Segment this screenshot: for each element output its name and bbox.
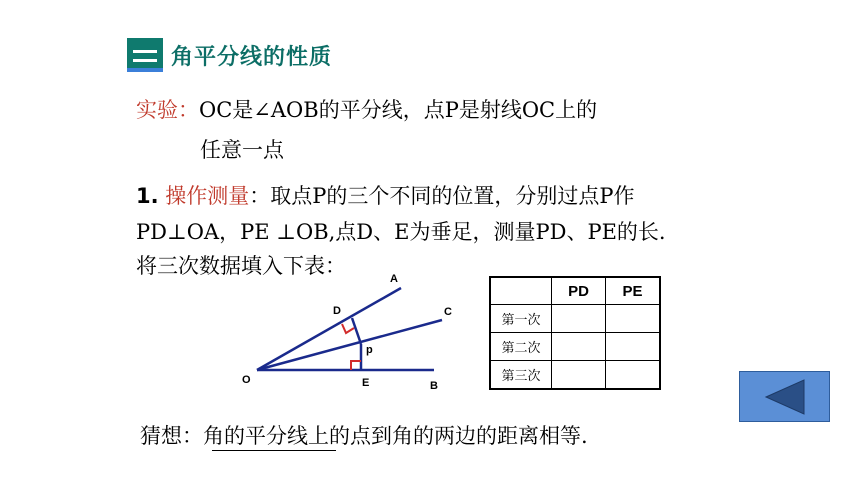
label-o: O: [242, 374, 251, 386]
table-cell: 第二次: [490, 333, 552, 361]
table-cell[interactable]: [606, 333, 661, 361]
label-p: p: [366, 344, 373, 356]
step1-text-1: ：取点P的三个不同的位置，分别过点P作: [249, 184, 635, 208]
table-header-row: [490, 277, 660, 305]
page-title: 角平分线的性质: [171, 45, 333, 70]
step1-text-3: 将三次数据填入下表：: [136, 254, 346, 278]
step1-line-1: [136, 180, 635, 210]
label-e: E: [362, 377, 370, 389]
table-cell: 第一次: [490, 305, 552, 333]
step1-label: 操作测量: [165, 184, 250, 208]
right-angle-mark-d: [342, 324, 354, 333]
table-cell[interactable]: [552, 333, 606, 361]
conjecture-label: 猜想：: [140, 424, 203, 448]
ray-oc: [257, 320, 442, 370]
table-cell[interactable]: [606, 361, 661, 390]
table-cell[interactable]: [552, 361, 606, 390]
conjecture-line: [140, 420, 588, 450]
left-triangle-icon: [740, 372, 831, 423]
table-cell[interactable]: [552, 305, 606, 333]
label-d: D: [333, 305, 341, 317]
measurement-table: [489, 276, 661, 390]
label-a: A: [390, 273, 398, 285]
segment-pd: [352, 318, 361, 344]
experiment-label: 实验：: [136, 98, 199, 122]
back-button[interactable]: [739, 371, 830, 422]
table-row: [490, 333, 660, 361]
experiment-text-1: OC是∠AOB的平分线，点P是射线OC上的: [199, 98, 598, 122]
table-cell: 第三次: [490, 361, 552, 390]
label-b: B: [430, 380, 438, 392]
step1-text-2: PD⊥OA，PE ⊥OB,点D、E为垂足，测量PD、PE的长.: [136, 220, 666, 244]
table-row: [490, 361, 660, 390]
table-cell[interactable]: [606, 305, 661, 333]
experiment-text-2: 任意一点: [200, 138, 284, 162]
right-angle-mark-e: [351, 361, 361, 370]
table-header: PD: [552, 277, 606, 305]
conjecture-underline: [212, 450, 336, 451]
experiment-line-1: [136, 94, 597, 124]
conjecture-text: 角的平分线上的点到角的两边的距离相等.: [203, 424, 588, 448]
table-header: PE: [606, 277, 661, 305]
title-icon: [127, 38, 163, 72]
table-header: [490, 277, 552, 305]
step1-number: 1.: [136, 184, 159, 208]
angle-bisector-figure: [236, 270, 466, 395]
ray-oa: [257, 288, 401, 370]
label-c: C: [444, 306, 452, 318]
table-row: [490, 305, 660, 333]
